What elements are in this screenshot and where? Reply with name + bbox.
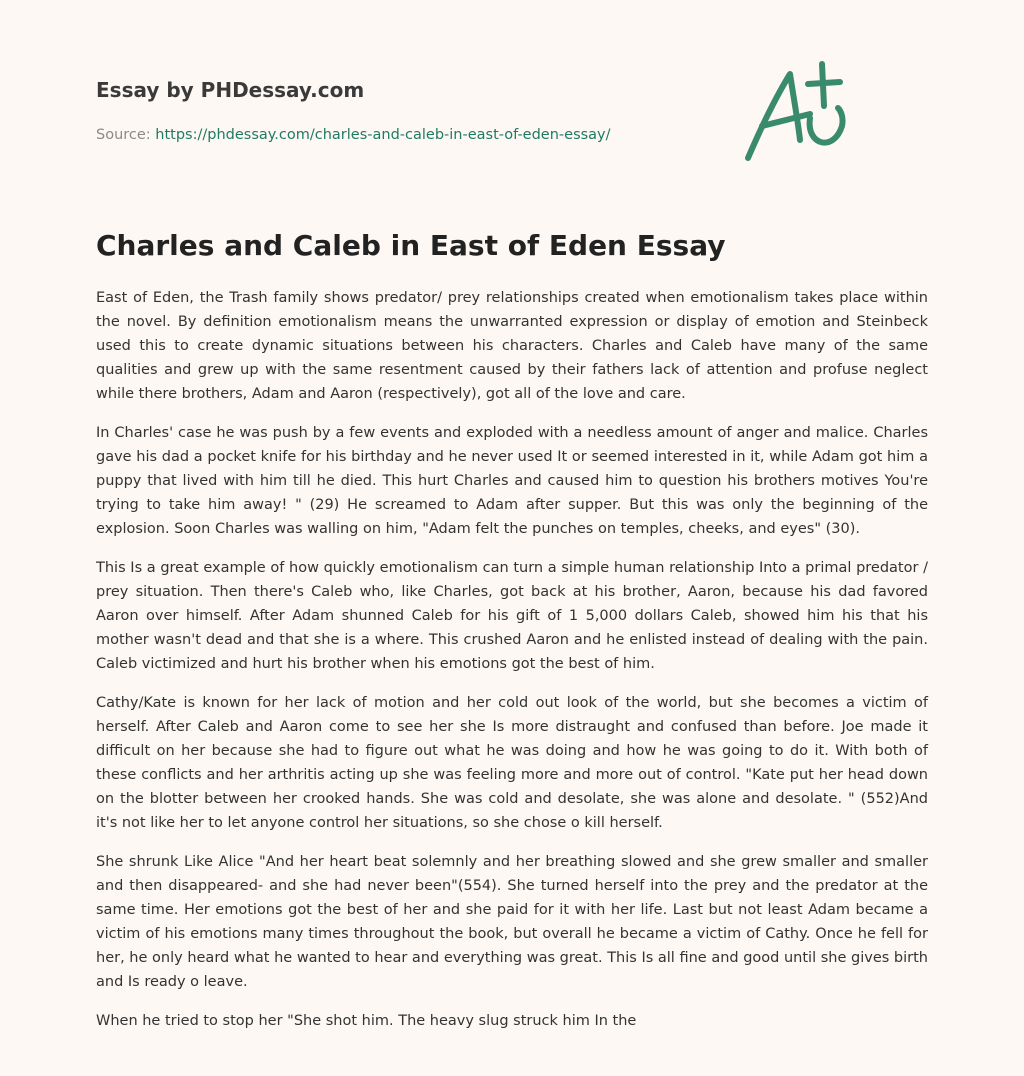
source-label: Source: (96, 127, 151, 143)
essay-title: Charles and Caleb in East of Eden Essay (96, 229, 726, 262)
source-link[interactable]: https://phdessay.com/charles-and-caleb-in-east-of-eden-essay/ (155, 127, 611, 143)
essay-paragraph: In Charles' case he was push by a few events and exploded with a needless amount of anger and malice. Charles gave his dad a pocket knife for his birthday and he never used It or seemed interested in it, while Adam got him a puppy that lived with him till he died. This hurt Charles and caused him to question his brothers motives You're trying to take him away! " (29) He screamed to Adam after supper. But this was only the beginning of the explosion. Soon Charles was walling on him, "Adam felt the punches on temples, cheeks, and eyes" (30). (96, 425, 928, 537)
page-header (96, 0, 928, 160)
essay-body (96, 286, 928, 1033)
a-plus-logo-icon (738, 60, 858, 170)
essay-paragraph: Cathy/Kate is known for her lack of motion and her cold out look of the world, but she becomes a victim of herself. After Caleb and Aaron come to see her she Is more distraught and confused than before. Joe made it difficult on her because she had to figure out what he was doing and how he was going to do it. With both of these conflicts and her arthritis acting up she was feeling more and more out of control. "Kate put her head down on the blotter between her crooked hands. She was cold and desolate, she was alone and desolate. " (552)And it's not like her to let anyone control her situations, so she chose o kill herself. (96, 695, 928, 831)
essay-paragraph: This Is a great example of how quickly emotionalism can turn a simple human relationship Into a primal predator / prey situation. Then there's Caleb who, like Charles, got back at his brother, Aaron, because his dad favored Aaron over himself. After Adam shunned Caleb for his gift of 1 5,000 dollars Caleb, showed him his that his mother wasn't dead and that she is a where. This crushed Aaron and he enlisted instead of dealing with the pain. Caleb victimized and hurt his brother when his emotions got the best of him. (96, 560, 928, 672)
site-brand: Essay by PHDessay.com (96, 78, 365, 102)
essay-paragraph: When he tried to stop her "She shot him. The heavy slug struck him In the (96, 1013, 637, 1029)
essay-paragraph: East of Eden, the Trash family shows predator/ prey relationships created when emotionalism takes place within the novel. By definition emotionalism means the unwarranted expression or display of emotion and Steinbeck used this to create dynamic situations between his characters. Charles and Caleb have many of the same qualities and grew up with the same resentment caused by their fathers lack of attention and profuse neglect while there brothers, Adam and Aaron (respectively), got all of the love and care. (96, 290, 928, 402)
essay-paragraph: She shrunk Like Alice "And her heart beat solemnly and her breathing slowed and she grew smaller and smaller and then disappeared- and she had never been"(554). She turned herself into the prey and the predator at the same time. Her emotions got the best of her and she paid for it with her life. Last but not least Adam became a victim of his emotions many times throughout the book, but overall he became a victim of Cathy. Once he fell for her, he only heard what he wanted to hear and everything was great. This Is all fine and good until she gives birth and Is ready o leave. (96, 854, 928, 990)
